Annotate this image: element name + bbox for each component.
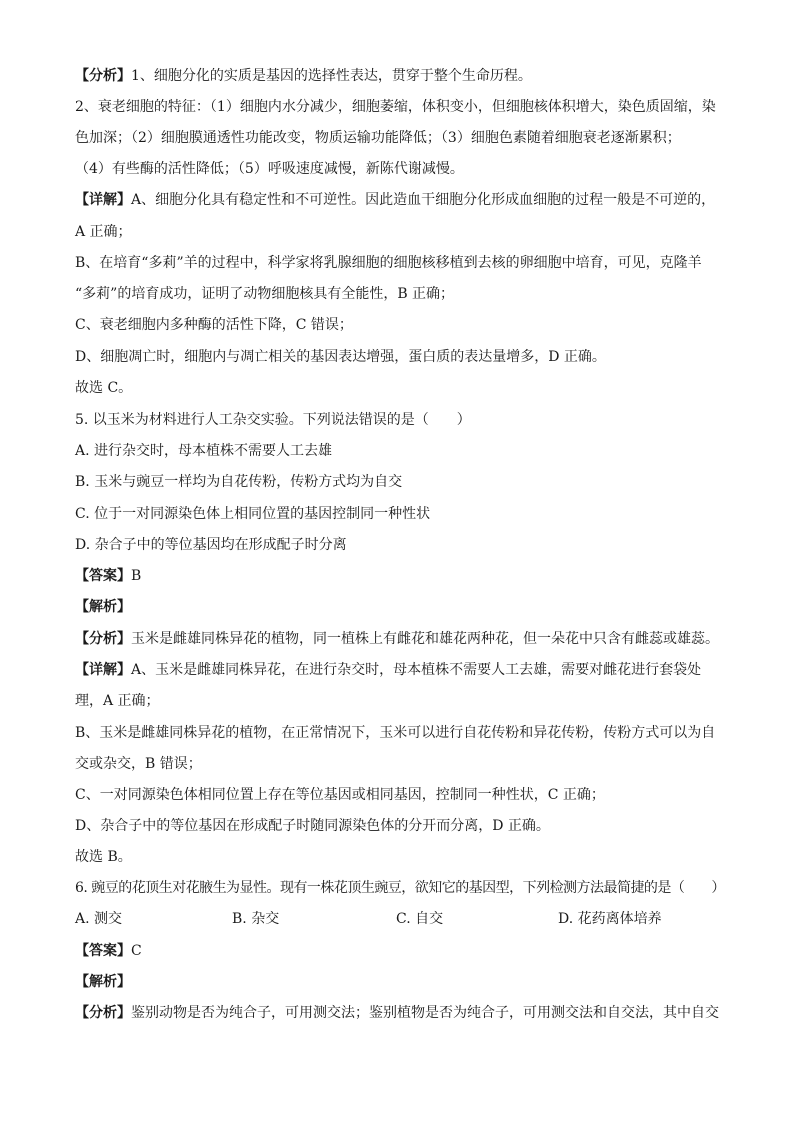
q4-conclusion: 故选 C。 xyxy=(75,380,133,396)
q6-answer-value: C xyxy=(131,943,142,959)
q4-analysis-line-1 xyxy=(75,66,725,86)
q5-detail-d: D、杂合子中的等位基因在形成配子时随同源染色体的分开而分离，D 正确。 xyxy=(75,818,550,834)
analysis-tag: 【分析】 xyxy=(75,68,131,84)
q6-analysis-text: 鉴别动物是否为纯合子，可用测交法；鉴别植物是否为纯合子，可用测交法和自交法，其中自交 xyxy=(131,1005,719,1021)
q6-option-d: D. 花药离体培养 xyxy=(558,911,662,927)
q6-option-c: C. 自交 xyxy=(396,911,444,927)
q5-analysis-text: 玉米是雌雄同株异花的植物，同一植株上有雌花和雄花两种花，但一朵花中只含有雌蕊或雄蕊。 xyxy=(131,631,719,647)
q6-stem: 6. 豌豆的花顶生对花腋生为显性。现有一株花顶生豌豆，欲知它的基因型，下列检测方法最简捷的是（ ） xyxy=(75,880,725,896)
q4-detail-d: D、细胞凋亡时，细胞内与凋亡相关的基因表达增强，蛋白质的表达量增多，D 正确。 xyxy=(75,349,606,365)
q5-detail-c: C、一对同源染色体相同位置上存在等位基因或相同基因，控制同一种性状，C 正确； xyxy=(75,787,605,803)
q6-analysis xyxy=(75,1003,725,1023)
q5-option-c: C. 位于一对同源染色体上相同位置的基因控制同一种性状 xyxy=(75,506,431,522)
q4-detail-c: C、衰老细胞内多种酶的活性下降，C 错误； xyxy=(75,317,353,333)
analysis-tag: 【分析】 xyxy=(75,631,131,647)
q5-detail-b-line-2: 交或杂交，B 错误； xyxy=(75,756,202,772)
q6-answer xyxy=(75,941,725,961)
answer-tag: 【答案】 xyxy=(75,568,131,584)
q5-stem: 5. 以玉米为材料进行人工杂交实验。下列说法错误的是（ ） xyxy=(75,412,471,428)
q5-option-b: B. 玉米与豌豆一样均为自花传粉，传粉方式均为自交 xyxy=(75,474,403,490)
q5-conclusion: 故选 B。 xyxy=(75,849,132,865)
analysis-tag: 【分析】 xyxy=(75,1005,131,1021)
q5-option-a: A. 进行杂交时，母本植株不需要人工去雄 xyxy=(75,443,333,459)
q5-option-d: D. 杂合子中的等位基因均在形成配子时分离 xyxy=(75,537,347,553)
q5-detail-a-line-2: 理，A 正确； xyxy=(75,693,160,709)
q5-answer-value: B xyxy=(131,568,142,584)
q5-detail-b-line-1: B、玉米是雌雄同株异花的植物，在正常情况下，玉米可以进行自花传粉和异花传粉，传粉方式可以为自 xyxy=(75,725,716,741)
q4-detail-a-line-2: A 正确； xyxy=(75,224,132,240)
q6-explain-heading xyxy=(75,972,725,992)
q5-explain-heading xyxy=(75,597,725,617)
q4-analysis-p2-line-1: 2、衰老细胞的特征：（1）细胞内水分减少，细胞萎缩，体积变小，但细胞核体积增大，染色质固缩，染 xyxy=(75,99,716,115)
q5-analysis xyxy=(75,629,725,649)
q4-detail-a-text: A、细胞分化具有稳定性和不可逆性。因此造血干细胞分化形成血细胞的过程一般是不可逆的， xyxy=(131,192,716,208)
detail-tag: 【详解】 xyxy=(75,192,131,208)
q4-analysis-p2-line-2: 色加深；（2）细胞膜通透性功能改变，物质运输功能降低；（3）细胞色素随着细胞衰老逐渐累积； xyxy=(75,130,681,146)
q4-analysis-p2-line-3: （4）有些酶的活性降低；（5）呼吸速度减慢，新陈代谢减慢。 xyxy=(75,161,464,177)
detail-tag: 【详解】 xyxy=(75,662,131,678)
q4-detail-a-line-1 xyxy=(75,190,725,210)
q6-option-a: A. 测交 xyxy=(75,911,123,927)
explain-tag: 【解析】 xyxy=(75,599,131,615)
q5-detail-a-text: A、玉米是雌雄同株异花，在进行杂交时，母本植株不需要人工去雄，需要对雌花进行套袋处 xyxy=(131,662,702,678)
q4-analysis-p1: 1、细胞分化的实质是基因的选择性表达，贯穿于整个生命历程。 xyxy=(131,68,532,84)
q5-detail-a-line-1 xyxy=(75,660,725,680)
answer-tag: 【答案】 xyxy=(75,943,131,959)
q4-detail-b-line-2: “多莉”的培育成功，证明了动物细胞核具有全能性，B 正确； xyxy=(75,286,455,302)
q6-option-b: B. 杂交 xyxy=(232,911,280,927)
explain-tag: 【解析】 xyxy=(75,974,131,990)
q4-detail-b-line-1: B、在培育“多莉”羊的过程中，科学家将乳腺细胞的细胞核移植到去核的卵细胞中培育，可见，克隆羊 xyxy=(75,255,702,271)
q5-answer xyxy=(75,566,725,586)
